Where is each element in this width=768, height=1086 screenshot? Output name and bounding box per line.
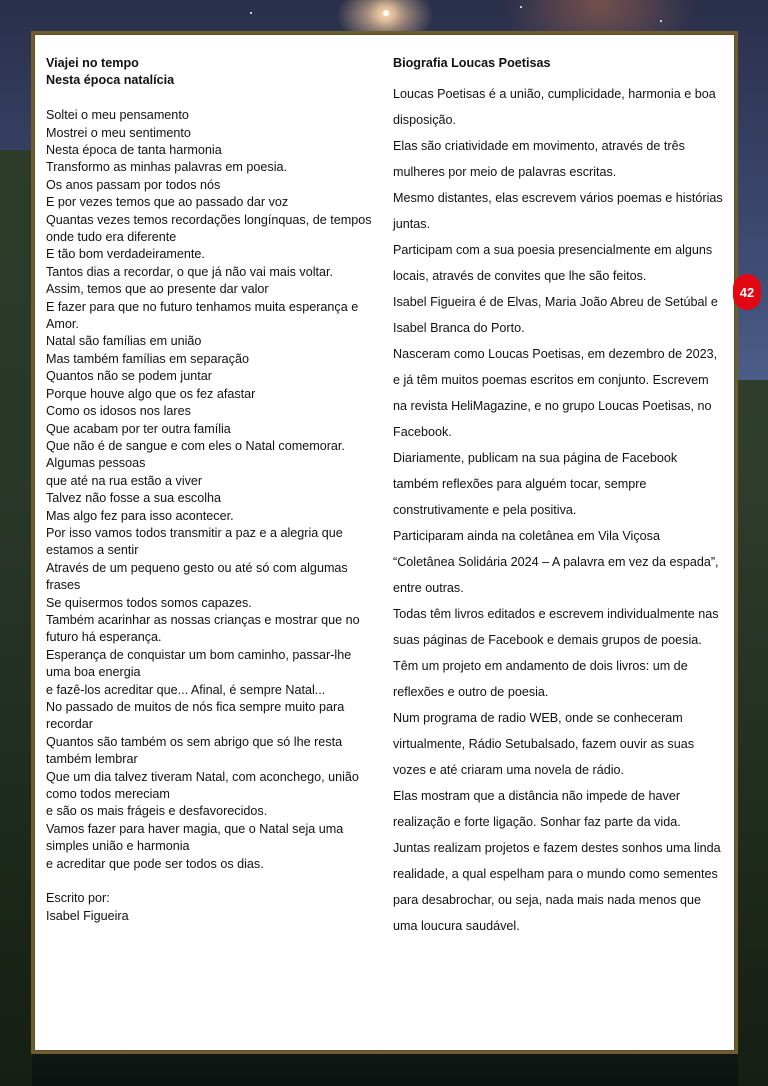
poem-line: Através de um pequeno gesto ou até só com algumas frases — [46, 560, 348, 593]
biography-paragraph: Elas são criatividade em movimento, através de três mulheres por meio de palavras escritas. — [393, 139, 685, 180]
biography-paragraph: Elas mostram que a distância não impede de haver realização e forte ligação. Sonhar faz parte da vida. — [393, 789, 681, 830]
background-star — [660, 20, 662, 22]
biography-paragraph: Participaram ainda na coletânea em Vila Viçosa “Coletânea Solidária 2024 – A palavra em vez da espada”, entre outras. — [393, 529, 719, 596]
poem-line: Soltei o meu pensamento — [46, 108, 189, 123]
poem-line: Nesta época de tanta harmonia — [46, 143, 222, 158]
poem-line: que até na rua estão a viver — [46, 473, 203, 488]
poem-line: Tantos dias a recordar, o que já não vai mais voltar. — [46, 264, 334, 279]
background-star — [250, 12, 252, 14]
poem-line: Quantos são também os sem abrigo que só lhe resta também lembrar — [46, 734, 343, 767]
poem-line: Talvez não fosse a sua escolha — [46, 491, 222, 506]
poem-line: Os anos passam por todos nós — [46, 177, 221, 192]
poem-line: Também acarinhar as nossas crianças e mostrar que no futuro há esperança. — [46, 612, 360, 645]
poem-line: Assim, temos que ao presente dar valor — [46, 282, 269, 297]
poem-line: Transformo as minhas palavras em poesia. — [46, 160, 288, 175]
biography-paragraph: Isabel Figueira é de Elvas, Maria João Abreu de Setúbal e Isabel Branca do Porto. — [393, 295, 718, 336]
biography-column — [393, 55, 723, 939]
poem-line: E fazer para que no futuro tenhamos muita esperança e Amor. — [46, 299, 359, 332]
biography-paragraph: Juntas realizam projetos e fazem destes sonhos uma linda realidade, a qual espelham para o mundo como sementes para desabrochar, ou seja, nada mais nada menos que uma loucura saudável. — [393, 841, 721, 934]
background-tree-left — [0, 150, 32, 1086]
page-number-badge: 42 — [733, 274, 761, 310]
biography-paragraph: Mesmo distantes, elas escrevem vários poemas e histórias juntas. — [393, 191, 723, 232]
biography-paragraph: Participam com a sua poesia presencialmente em alguns locais, através de convites que lhe são feitos. — [393, 243, 713, 284]
poem-line: Que acabam por ter outra família — [46, 421, 231, 436]
poem-line: Por isso vamos todos transmitir a paz e a alegria que estamos a sentir — [46, 525, 343, 558]
poem-column — [46, 55, 376, 925]
biography-paragraph: Têm um projeto em andamento de dois livros: um de reflexões e outro de poesia. — [393, 659, 688, 700]
background-star — [383, 10, 389, 16]
poem-line: Que um dia talvez tiveram Natal, com aconchego, união como todos mereciam — [46, 769, 359, 802]
signature-author: Isabel Figueira — [46, 908, 129, 923]
poem-line: Algumas pessoas — [46, 456, 146, 471]
poem-line: No passado de muitos de nós fica sempre muito para recordar — [46, 700, 345, 732]
biography-body — [393, 81, 723, 939]
poem-line: Se quisermos todos somos capazes. — [46, 595, 252, 610]
poem-line: Mas também famílias em separação — [46, 351, 249, 366]
poem-line: Vamos fazer para haver magia, que o Natal seja uma simples união e harmonia — [46, 821, 344, 854]
poem-line: e acreditar que pode ser todos os dias. — [46, 856, 264, 871]
biography-paragraph: Nasceram como Loucas Poetisas, em dezembro de 2023, e já têm muitos poemas escritos em conjunto. Escrevem na revista HeliMagazine, e no grupo Loucas Poetisas, no Facebook. — [393, 347, 718, 440]
poem-line: Mostrei o meu sentimento — [46, 125, 191, 140]
poem-line: E por vezes temos que ao passado dar voz — [46, 195, 289, 210]
poem-line: Quantos não se podem juntar — [46, 369, 212, 384]
biography-paragraph: Diariamente, publicam na sua página de Facebook também reflexões para alguém tocar, sempre construtivamente e pela positiva. — [393, 451, 678, 518]
biography-title: Biografia Loucas Poetisas — [393, 56, 551, 70]
biography-paragraph: Num programa de radio WEB, onde se conheceram virtualmente, Rádio Setubalsado, fazem ouvir as suas vozes e até criaram uma novela de rádio. — [393, 711, 695, 778]
poem-body — [46, 107, 376, 873]
poem-title-line: Viajei no tempo — [46, 56, 139, 70]
poem-line: Que não é de sangue e com eles o Natal comemorar. — [46, 438, 345, 453]
poem-line: E tão bom verdadeiramente. — [46, 247, 205, 262]
poem-line: e fazê-los acreditar que... Afinal, é sempre Natal... — [46, 682, 326, 697]
background-star — [520, 6, 522, 8]
poem-line: Mas algo fez para isso acontecer. — [46, 508, 234, 523]
poem-line: Natal são famílias em união — [46, 334, 202, 349]
background-tree-right — [738, 380, 768, 1086]
poem-title-line: Nesta época natalícia — [46, 73, 175, 88]
magazine-page — [35, 35, 734, 1050]
signature-label: Escrito por: — [46, 891, 110, 906]
poem-line: Quantas vezes temos recordações longínquas, de tempos onde tudo era diferente — [46, 212, 372, 245]
poem-line: e são os mais frágeis e desfavorecidos. — [46, 804, 268, 819]
poem-line: Porque houve algo que os fez afastar — [46, 386, 256, 401]
poem-line: Como os idosos nos lares — [46, 404, 191, 419]
biography-paragraph: Loucas Poetisas é a união, cumplicidade, harmonia e boa disposição. — [393, 87, 716, 128]
poem-line: Esperança de conquistar um bom caminho, passar-lhe uma boa energia — [46, 647, 352, 680]
biography-paragraph: Todas têm livros editados e escrevem individualmente nas suas páginas de Facebook e demais grupos de poesia. — [393, 607, 719, 648]
